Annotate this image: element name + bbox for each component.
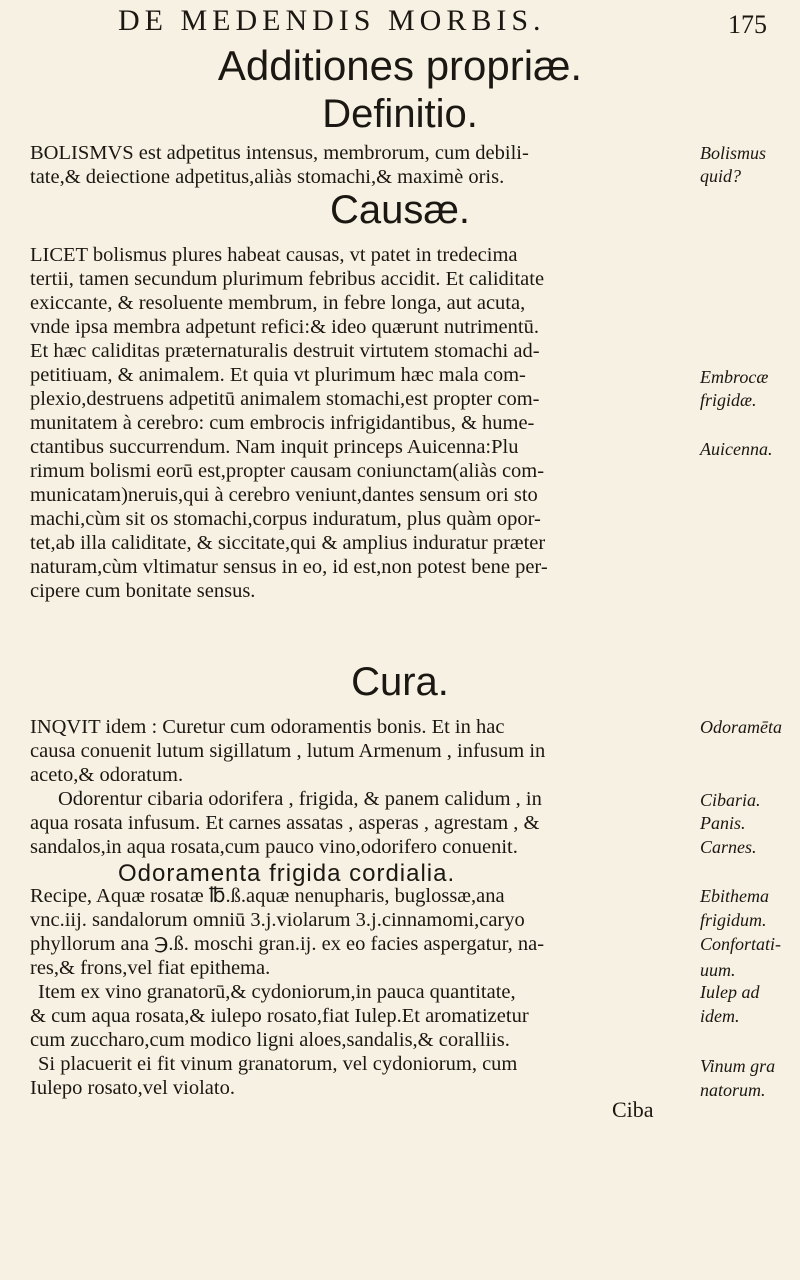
margin-note: Ebithema	[700, 886, 769, 906]
heading-definitio: Definitio.	[322, 92, 478, 136]
margin-note: quid?	[700, 166, 742, 186]
margin-note: Vinum gra	[700, 1056, 776, 1076]
text-line: rimum bolismi eorū est,propter causam coniunctam(aliàs com-	[30, 460, 545, 482]
text-line: aceto,& odoratum.	[30, 764, 184, 786]
text-line: cipere cum bonitate sensus.	[30, 580, 256, 602]
heading-odoramenta: Odoramenta frigida cordialia.	[118, 860, 456, 887]
margin-note: frigidæ.	[700, 390, 757, 410]
margin-note: natorum.	[700, 1080, 766, 1100]
page-number: 175	[728, 10, 767, 39]
text-line: vnc.iij. sandalorum omniū 3.j.violarum 3.j.cinnamomi,caryo	[30, 909, 525, 931]
text-line: naturam,cùm vltimatur sensus in eo, id est,non potest bene per-	[30, 556, 548, 578]
text-line: sandalos,in aqua rosata,cum pauco vino,odorifero conuenit.	[30, 836, 518, 858]
margin-note: Cibaria.	[700, 790, 761, 810]
causae-paragraph	[30, 243, 695, 603]
heading-cura: Cura.	[351, 660, 449, 704]
text-line: INQVIT idem : Curetur cum odoramentis bonis. Et in hac	[30, 716, 505, 738]
text-line: petitiuam, & animalem. Et quia vt plurimum hæc mala com-	[30, 364, 526, 386]
margin-note: uum.	[700, 960, 736, 980]
text-line: Item ex vino granatorū,& cydoniorum,in pauca quantitate,	[38, 981, 516, 1003]
heading-additiones: Additiones propriæ.	[217, 42, 583, 89]
text-line: tate,& deiectione adpetitus,aliàs stomachi,& maximè oris.	[30, 166, 505, 188]
text-line: LICET bolismus plures habeat causas, vt patet in tredecima	[30, 244, 518, 266]
text-line: exiccante, & resoluente membrum, in febre longa, aut acuta,	[30, 292, 526, 314]
margin-note: Panis.	[700, 813, 746, 833]
text-line: cum zuccharo,cum modico ligni aloes,sandalis,& coralliis.	[30, 1029, 510, 1051]
margin-note: idem.	[700, 1006, 740, 1026]
text-line: plexio,destruens adpetitū animalem stomachi,est propter com-	[30, 388, 540, 410]
margin-note: Embrocæ	[700, 367, 769, 387]
text-line: res,& frons,vel fiat epithema.	[30, 957, 271, 979]
catchword: Ciba	[612, 1097, 654, 1122]
text-line: causa conuenit lutum sigillatum , lutum Armenum , infusum in	[30, 740, 546, 762]
margin-note: Bolismus	[700, 143, 767, 163]
definitio-paragraph	[30, 141, 695, 189]
text-line: phyllorum ana ℈.ß. moschi gran.ij. ex eo facies aspergatur, na-	[30, 933, 545, 955]
text-line: vnde ipsa membra adpetunt refici:& ideo quærunt nutrimentū.	[30, 316, 539, 338]
odoramenta-paragraph	[30, 884, 695, 1100]
text-line: machi,cùm sit os stomachi,corpus induratum, plus quàm opor-	[30, 508, 541, 530]
margin-note: frigidum.	[700, 910, 767, 930]
text-line: municatam)neruis,qui à cerebro veniunt,dantes sensum ori sto	[30, 484, 538, 506]
cura-paragraph	[30, 715, 695, 859]
text-line: ctantibus succurrendum. Nam inquit princeps Auicenna:Plu	[30, 436, 519, 458]
text-line: tertii, tamen secundum plurimum febribus accidit. Et caliditate	[30, 268, 545, 290]
text-line: Odorentur cibaria odorifera , frigida, & panem calidum , in	[58, 788, 542, 810]
heading-causae: Causæ.	[329, 188, 471, 232]
margin-note: Odoramēta	[700, 717, 782, 737]
text-line: Recipe, Aquæ rosatæ ℔.ß.aquæ nenupharis, buglossæ,ana	[30, 885, 505, 907]
text-line: Et hæc caliditas præternaturalis destruit virtutem stomachi ad-	[30, 340, 540, 362]
text-line: & cum aqua rosata,& iulepo rosato,fiat Iulep.Et aromatizetur	[30, 1005, 529, 1027]
running-head: DE MEDENDIS MORBIS.	[118, 4, 546, 37]
text-line: BOLISMVS est adpetitus intensus, membrorum, cum debili-	[30, 142, 529, 164]
text-line: aqua rosata infusum. Et carnes assatas , asperas , agrestam , &	[30, 812, 540, 834]
margin-note: Auicenna.	[700, 439, 773, 459]
margin-note: Iulep ad	[700, 982, 760, 1002]
text-line: tet,ab illa caliditate, & siccitate,qui & amplius induratur præter	[30, 532, 546, 554]
text-line: munitatem à cerebro: cum embrocis infrigidantibus, & hume-	[30, 412, 535, 434]
text-line: Iulepo rosato,vel violato.	[30, 1077, 235, 1099]
margin-note: Confortati-	[700, 934, 782, 954]
text-line: Si placuerit ei fit vinum granatorum, vel cydoniorum, cum	[38, 1053, 518, 1075]
margin-note: Carnes.	[700, 837, 757, 857]
